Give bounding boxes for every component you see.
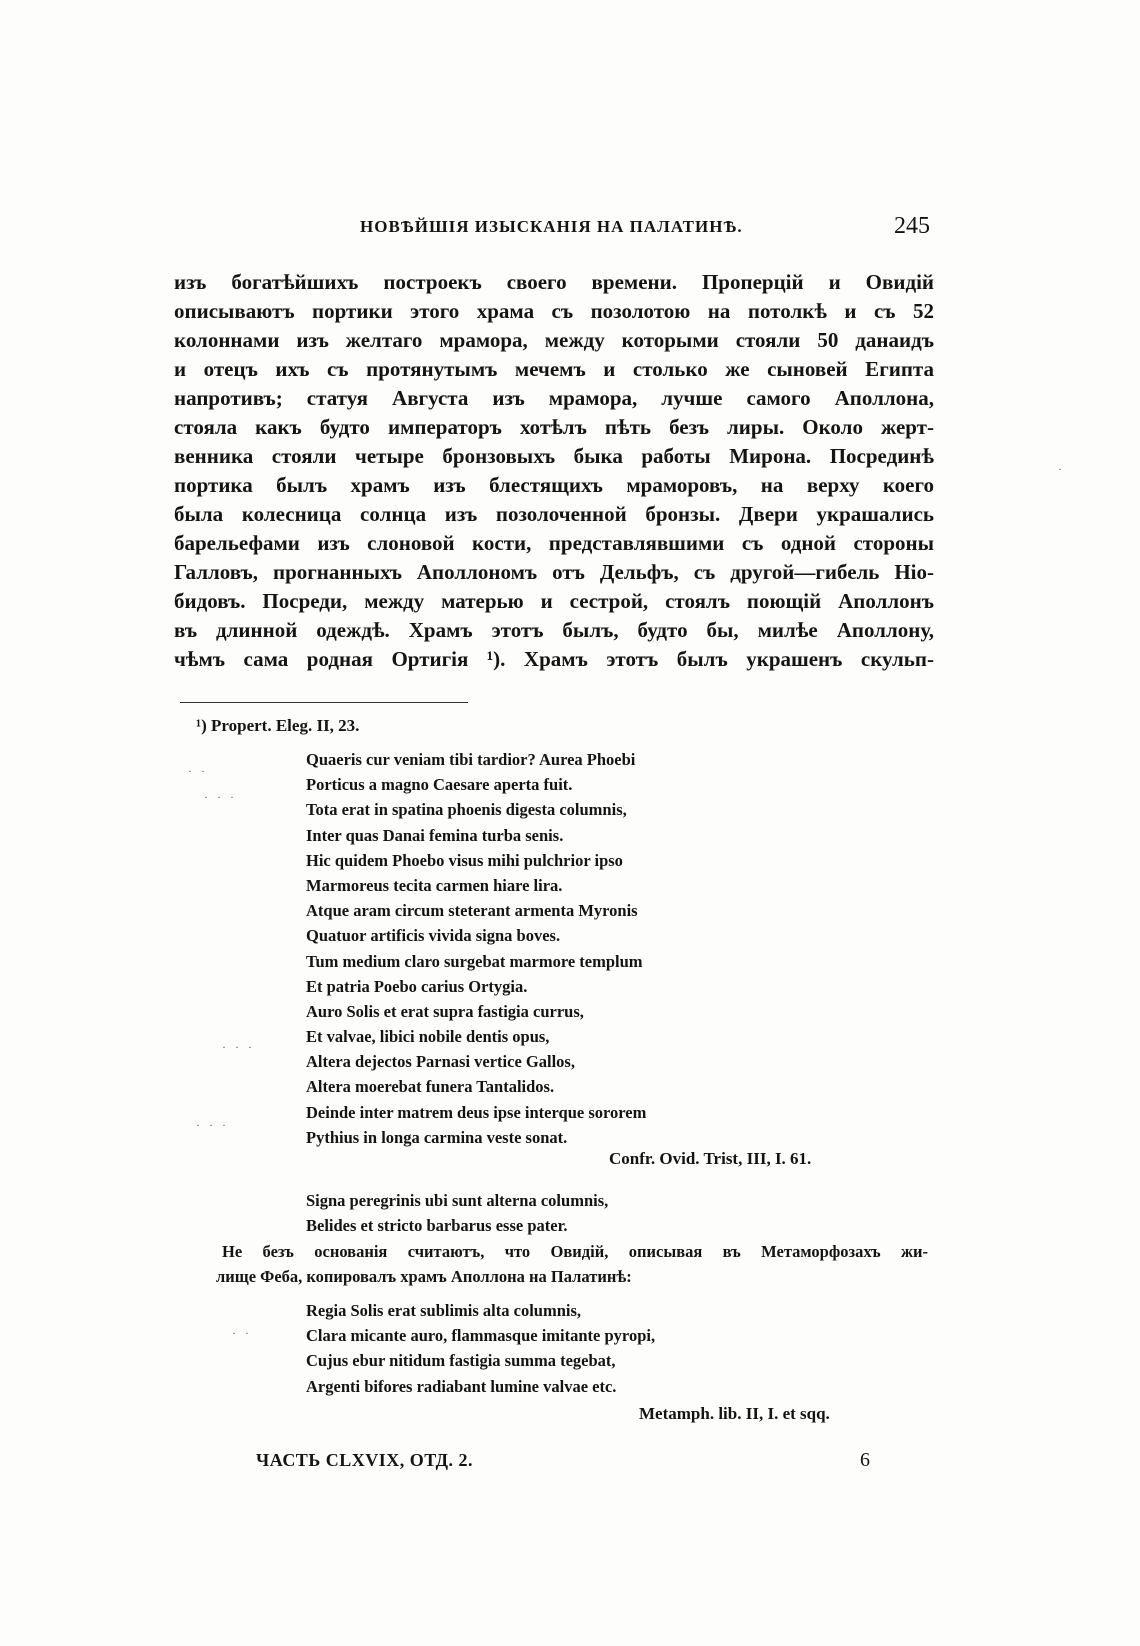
verse-line: Porticus a magno Caesare aperta fuit.: [306, 775, 573, 795]
latin-verse-block-3: [306, 1298, 655, 1399]
printer-signature: ЧАСТЬ CLXVIX, ОТД. 2.: [256, 1450, 473, 1470]
sheet-number: 6: [860, 1449, 870, 1471]
latin-verse-block-2: [306, 1188, 608, 1238]
verse-line: Hic quidem Phoebo visus mihi pulchrior ipso: [306, 850, 623, 870]
footnote-prose-line: Не безъ основанія считаютъ, что Овидій, описывая въ Метаморфозахъ жи-: [222, 1242, 928, 1261]
verse-line: Quaeris cur veniam tibi tardior? Aurea Phoebi: [306, 750, 636, 769]
verse-line: Regia Solis erat sublimis alta columnis,: [306, 1301, 582, 1320]
main-text: [174, 268, 934, 674]
footnote-divider: [180, 702, 468, 703]
text-line: изъ богатѣйшихъ построекъ своего времени. Проперцій и Овидій: [174, 270, 934, 294]
verse-line: Atque aram circum steterant armenta Myronis: [306, 901, 638, 921]
verse-line: Quatuor artificis vivida signa boves.: [306, 926, 561, 946]
footnote-prose-line: лище Феба, копировалъ храмъ Аполлона на Палатинѣ:: [216, 1267, 632, 1286]
text-line: барельефами изъ слоновой кости, представлявшими съ одной стороны: [174, 531, 934, 555]
verse-line: Tum medium claro surgebat marmore templum: [306, 951, 643, 971]
scan-noise: · · ·: [222, 1040, 255, 1054]
text-line: чѣмъ сама родная Ортигія ¹). Храмъ этотъ былъ украшенъ скульп-: [174, 647, 934, 671]
citation-ovid: Confr. Ovid. Trist, III, I. 61.: [609, 1149, 812, 1168]
footnote-source: Propert. Eleg. II, 23.: [211, 716, 360, 735]
scan-noise: · · ·: [196, 1118, 229, 1132]
verse-line: Pythius in longa carmina veste sonat.: [306, 1127, 568, 1147]
verse-line: Clara micante auro, flammasque imitante pyropi,: [306, 1326, 656, 1346]
scan-noise: · · ·: [204, 790, 237, 804]
page-number: 245: [894, 213, 930, 239]
verse-line: Altera dejectos Parnasi vertice Gallos,: [306, 1052, 575, 1072]
text-line: стояла какъ будто императоръ хотѣлъ пѣть безъ лиры. Около жерт-: [174, 415, 934, 439]
verse-line: Auro Solis et erat supra fastigia currus,: [306, 1001, 584, 1021]
verse-line: Signa peregrinis ubi sunt alterna columnis,: [306, 1191, 609, 1210]
footnote-reference: [196, 716, 359, 736]
verse-line: Et valvae, libici nobile dentis opus,: [306, 1027, 550, 1047]
latin-verse-block: [306, 747, 646, 1150]
verse-line: Inter quas Danai femina turba senis.: [306, 825, 564, 845]
text-line: и отецъ ихъ съ протянутымъ мечемъ и столько же сыновей Египта: [174, 357, 934, 381]
running-title: НОВѢЙШІЯ ИЗЫСКАНІЯ НА ПАЛАТИНѢ.: [360, 217, 743, 236]
text-line: описываютъ портики этого храма съ позолотою на потолкѣ и съ 52: [174, 299, 934, 323]
citation-metamorphoses: Metamph. lib. II, I. et sqq.: [639, 1404, 830, 1423]
text-line: напротивъ; статуя Августа изъ мрамора, лучше самого Аполлона,: [174, 386, 934, 410]
verse-line: Argenti bifores radiabant lumine valvae etc.: [306, 1376, 617, 1396]
scan-noise: · ·: [232, 1326, 252, 1340]
text-line: была колесница солнца изъ позолоченной бронзы. Двери украшались: [174, 502, 934, 526]
verse-line: Tota erat in spatina phoenis digesta columnis,: [306, 800, 627, 820]
page-header: [250, 213, 930, 247]
text-line: въ длинной одеждѣ. Храмъ этотъ былъ, будто бы, милѣе Аполлону,: [174, 618, 934, 642]
text-line: Галловъ, прогнанныхъ Аполлономъ отъ Дельфъ, съ другой—гибель Ніо-: [174, 560, 934, 584]
text-line: бидовъ. Посреди, между матерью и сестрой, стоялъ поющій Аполлонъ: [174, 589, 934, 613]
text-line: колоннами изъ желтаго мрамора, между которыми стояли 50 данаидъ: [174, 328, 934, 352]
verse-line: Cujus ebur nitidum fastigia summa tegebat,: [306, 1351, 616, 1371]
verse-line: Belides et stricto barbarus esse pater.: [306, 1216, 568, 1236]
text-line: венника стояли четыре бронзовыхъ быка работы Мирона. Посрединѣ: [174, 444, 934, 468]
scan-noise: ·: [1058, 462, 1065, 476]
verse-line: Et patria Poebo carius Ortygia.: [306, 976, 528, 996]
verse-line: Deinde inter matrem deus ipse interque sororem: [306, 1102, 647, 1122]
verse-line: Marmoreus tecita carmen hiare lira.: [306, 875, 563, 895]
footnote-marker: ¹): [196, 716, 207, 735]
scan-noise: · ·: [188, 764, 208, 778]
verse-line: Altera moerebat funera Tantalidos.: [306, 1077, 555, 1097]
text-line: портика былъ храмъ изъ блестящихъ мраморовъ, на верху коего: [174, 473, 934, 497]
